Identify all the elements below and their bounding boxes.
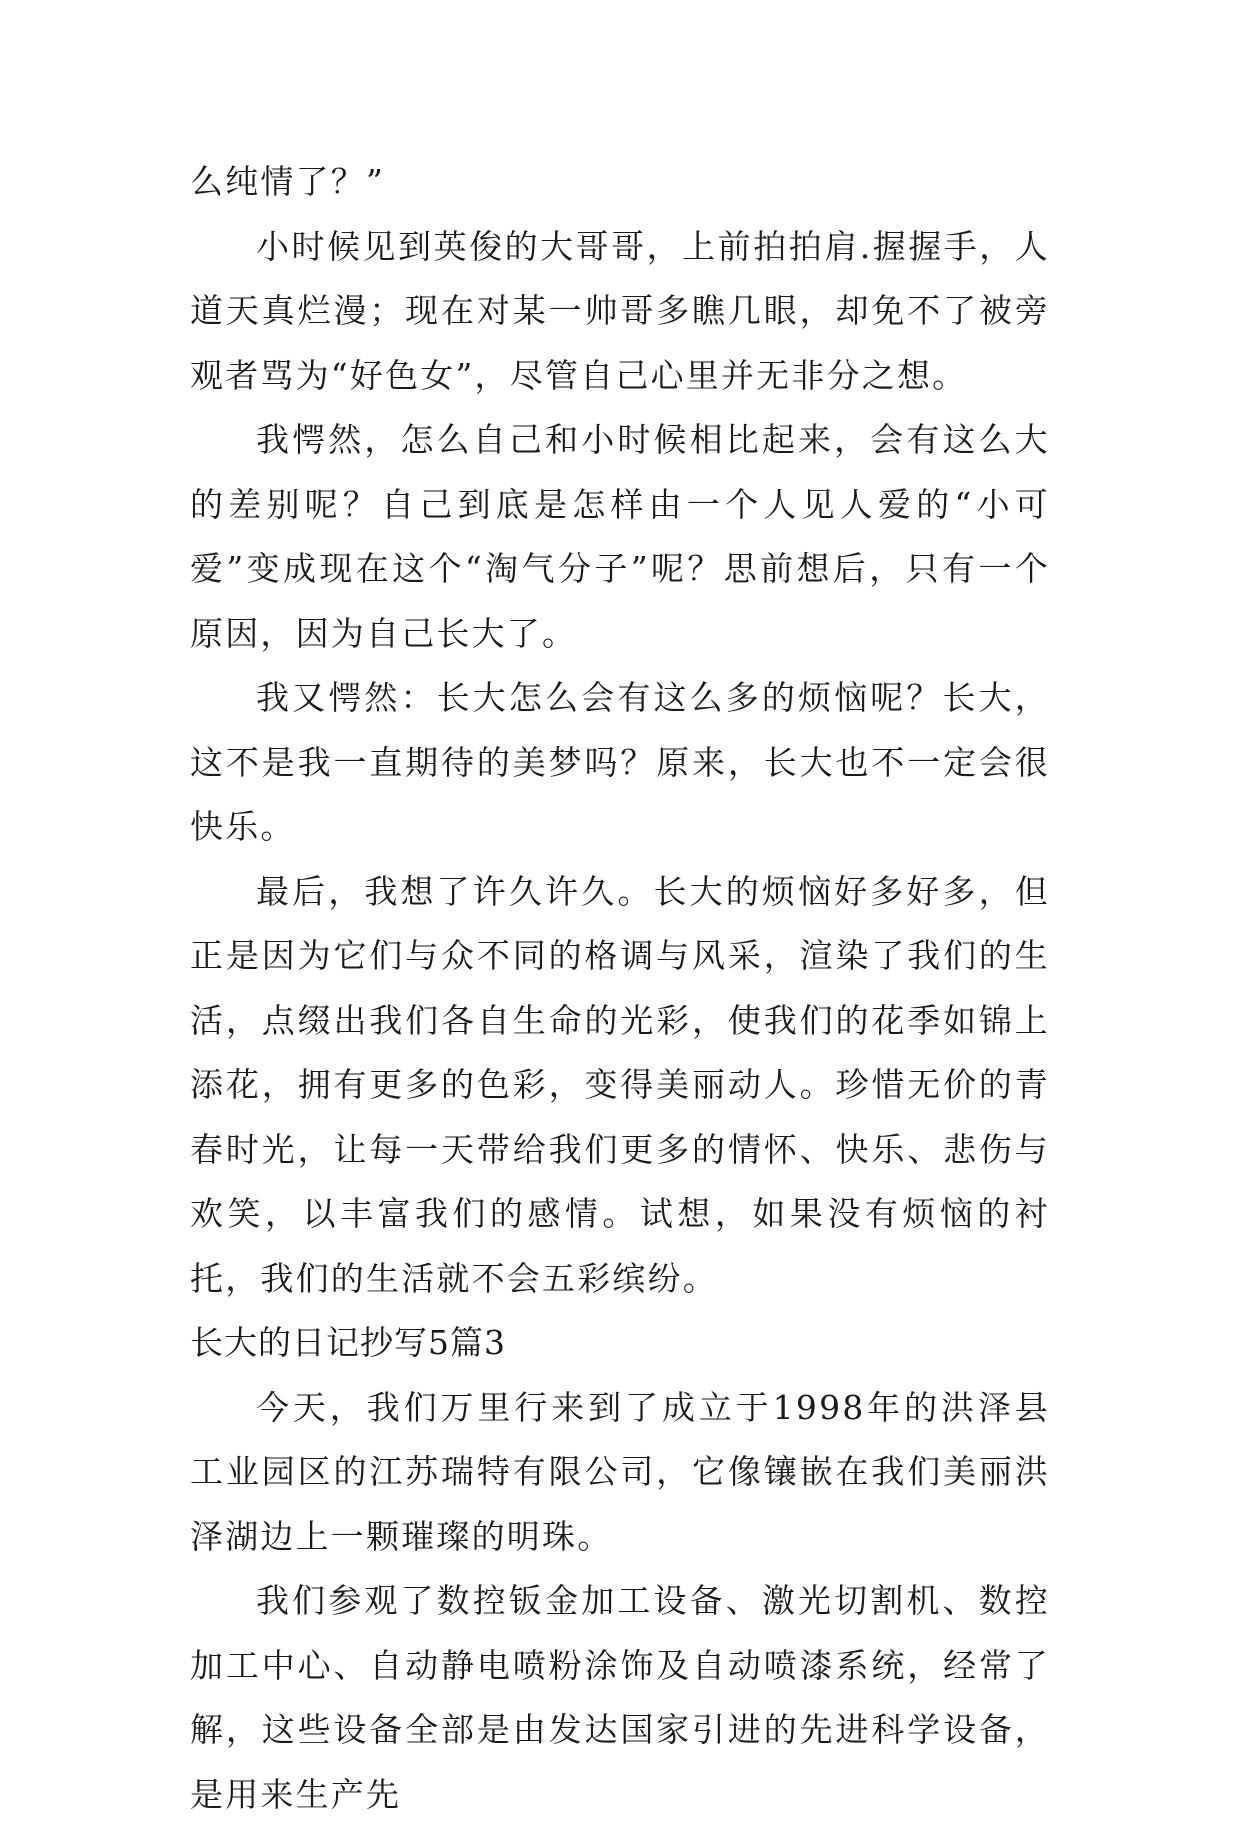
document-body: [190, 150, 1050, 1827]
paragraph-continuation: 么纯情了？”: [190, 162, 386, 201]
paragraph: 今天，我们万里行来到了成立于1998年的洪泽县工业园区的江苏瑞特有限公司，它像镶嵌在我们美丽洪泽湖边上一颗璀璨的明珠。: [190, 1387, 1050, 1556]
paragraph: 我愕然，怎么自己和小时候相比起来，会有这么大的差别呢？自己到底是怎样由一个人见人爱的“小可爱”变成现在这个“淘气分子”呢？思前想后，只有一个原因，因为自己长大了。: [190, 420, 1050, 653]
section-heading: 长大的日记抄写5篇3: [190, 1323, 506, 1362]
paragraph: 我又愕然：长大怎么会有这么多的烦恼呢？长大，这不是我一直期待的美梦吗？原来，长大也不一定会很快乐。: [190, 678, 1050, 846]
paragraph: 小时候见到英俊的大哥哥，上前拍拍肩.握握手，人道天真烂漫；现在对某一帅哥多瞧几眼，却免不了被旁观者骂为“好色女”，尽管自己心里并无非分之想。: [190, 226, 1050, 395]
paragraph: 我们参观了数控钣金加工设备、激光切割机、数控加工中心、自动静电喷粉涂饰及自动喷漆系统，经常了解，这些设备全部是由发达国家引进的先进科学设备，是用来生产先: [190, 1581, 1050, 1814]
paragraph: 最后，我想了许久许久。长大的烦恼好多好多，但正是因为它们与众不同的格调与风采，渲染了我们的生活，点缀出我们各自生命的光彩，使我们的花季如锦上添花，拥有更多的色彩，变得美丽动人。珍惜无价的青春时光，让每一天带给我们更多的情怀、快乐、悲伤与欢笑，以丰富我们的感情。试想，如果没有烦恼的衬托，我们的生活就不会五彩缤纷。: [190, 871, 1050, 1298]
